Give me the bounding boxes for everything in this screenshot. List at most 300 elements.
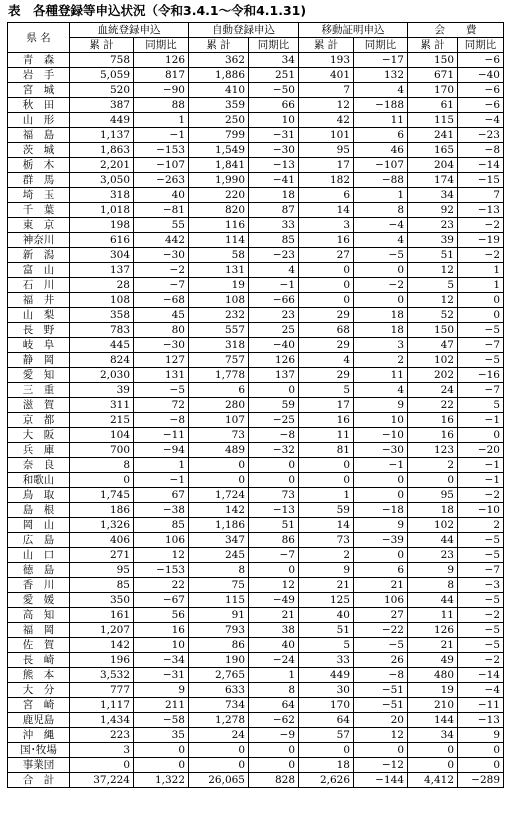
table-cell: −1	[354, 458, 408, 473]
subheader-yoy: 同期比	[354, 38, 408, 53]
table-cell: 104	[70, 428, 134, 443]
table-cell: −11	[134, 428, 189, 443]
table-cell: −18	[354, 503, 408, 518]
table-row	[8, 263, 504, 278]
table-cell: −7	[458, 563, 504, 578]
prefecture-name: 奈 良	[8, 458, 70, 473]
table-cell: 170	[299, 698, 354, 713]
table-cell: 25	[249, 323, 299, 338]
table-cell: −32	[249, 443, 299, 458]
table-row	[8, 608, 504, 623]
prefecture-name: 長 野	[8, 323, 70, 338]
table-cell: 0	[299, 473, 354, 488]
table-cell: 3,050	[70, 173, 134, 188]
table-cell: 11	[354, 113, 408, 128]
table-cell: 85	[134, 518, 189, 533]
table-cell: 3	[354, 338, 408, 353]
prefecture-name: 山 口	[8, 548, 70, 563]
table-cell: 44	[408, 593, 458, 608]
table-row	[8, 278, 504, 293]
table-cell: −11	[458, 698, 504, 713]
table-cell: 125	[299, 593, 354, 608]
table-cell: 0	[189, 473, 249, 488]
total-cell: 26,065	[189, 773, 249, 788]
table-cell: 115	[189, 593, 249, 608]
table-cell: −5	[458, 323, 504, 338]
table-cell: 11	[354, 368, 408, 383]
table-row	[8, 623, 504, 638]
table-cell: −23	[249, 248, 299, 263]
table-cell: −40	[458, 68, 504, 83]
table-cell: 202	[408, 368, 458, 383]
table-cell: −39	[354, 533, 408, 548]
table-cell: 557	[189, 323, 249, 338]
table-cell: 18	[249, 188, 299, 203]
table-cell: 777	[70, 683, 134, 698]
table-cell: −107	[354, 158, 408, 173]
table-cell: 8	[70, 458, 134, 473]
table-row	[8, 53, 504, 68]
table-cell: 95	[299, 143, 354, 158]
table-cell: 1,863	[70, 143, 134, 158]
table-cell: 223	[70, 728, 134, 743]
table-cell: 182	[299, 173, 354, 188]
total-cell: 4,412	[408, 773, 458, 788]
prefecture-name: 滋 賀	[8, 398, 70, 413]
table-cell: 51	[249, 518, 299, 533]
table-row	[8, 83, 504, 98]
table-row	[8, 443, 504, 458]
table-row	[8, 503, 504, 518]
table-cell: 102	[408, 518, 458, 533]
table-cell: 734	[189, 698, 249, 713]
table-cell: −7	[458, 338, 504, 353]
table-row	[8, 758, 504, 773]
header-transfer: 移動証明申込	[299, 23, 408, 38]
table-cell: 29	[299, 338, 354, 353]
table-cell: 40	[249, 638, 299, 653]
prefecture-name: 東 京	[8, 218, 70, 233]
table-cell: 40	[134, 188, 189, 203]
table-cell: 80	[134, 323, 189, 338]
table-cell: 0	[354, 473, 408, 488]
table-cell: 16	[408, 413, 458, 428]
table-cell: −5	[458, 593, 504, 608]
table-cell: 1,434	[70, 713, 134, 728]
table-cell: 72	[134, 398, 189, 413]
table-cell: 6	[189, 383, 249, 398]
table-cell: 17	[299, 158, 354, 173]
prefecture-name: 山 形	[8, 113, 70, 128]
table-cell: 0	[299, 458, 354, 473]
table-cell: 59	[249, 398, 299, 413]
table-cell: 1	[354, 188, 408, 203]
table-cell: 196	[70, 653, 134, 668]
table-cell: 9	[408, 563, 458, 578]
table-cell: 42	[299, 113, 354, 128]
prefecture-name: 静 岡	[8, 353, 70, 368]
table-cell: −188	[354, 98, 408, 113]
prefecture-name: 京 都	[8, 413, 70, 428]
table-cell: 1	[299, 488, 354, 503]
table-cell: 362	[189, 53, 249, 68]
table-cell: 92	[408, 203, 458, 218]
table-cell: 480	[408, 668, 458, 683]
table-cell: −51	[354, 683, 408, 698]
table-cell: −34	[134, 653, 189, 668]
table-cell: 1,207	[70, 623, 134, 638]
table-cell: −81	[134, 203, 189, 218]
table-cell: 106	[134, 533, 189, 548]
table-cell: 21	[249, 608, 299, 623]
table-cell: 137	[249, 368, 299, 383]
prefecture-name: 宮 城	[8, 83, 70, 98]
table-cell: 22	[408, 398, 458, 413]
table-cell: 174	[408, 173, 458, 188]
table-cell: 27	[299, 248, 354, 263]
table-cell: −15	[458, 173, 504, 188]
table-row	[8, 98, 504, 113]
table-cell: 34	[249, 53, 299, 68]
table-cell: 449	[299, 668, 354, 683]
table-cell: −68	[134, 293, 189, 308]
table-row	[8, 293, 504, 308]
prefecture-name: 香 川	[8, 578, 70, 593]
table-cell: −5	[458, 638, 504, 653]
table-row	[8, 668, 504, 683]
table-cell: 783	[70, 323, 134, 338]
table-cell: 86	[249, 533, 299, 548]
table-cell: 58	[189, 248, 249, 263]
table-cell: −8	[354, 668, 408, 683]
table-cell: 5	[299, 638, 354, 653]
table-row	[8, 638, 504, 653]
table-row	[8, 713, 504, 728]
table-cell: 1,326	[70, 518, 134, 533]
table-cell: 2	[299, 548, 354, 563]
table-cell: 85	[249, 233, 299, 248]
table-row	[8, 533, 504, 548]
table-row	[8, 173, 504, 188]
table-row	[8, 413, 504, 428]
table-cell: 1,841	[189, 158, 249, 173]
table-cell: 73	[299, 533, 354, 548]
table-cell: −51	[354, 698, 408, 713]
prefecture-name: 三 重	[8, 383, 70, 398]
table-cell: −7	[249, 548, 299, 563]
table-cell: 18	[354, 308, 408, 323]
table-cell: −1	[134, 128, 189, 143]
table-cell: 186	[70, 503, 134, 518]
table-row	[8, 68, 504, 83]
table-cell: 39	[408, 233, 458, 248]
table-cell: 165	[408, 143, 458, 158]
table-cell: −6	[458, 83, 504, 98]
table-cell: 14	[299, 518, 354, 533]
table-cell: 46	[354, 143, 408, 158]
subheader-cumulative: 累 計	[70, 38, 134, 53]
table-cell: 489	[189, 443, 249, 458]
total-label: 合 計	[8, 773, 70, 788]
table-cell: 12	[249, 578, 299, 593]
registration-table	[7, 22, 504, 788]
table-cell: 95	[70, 563, 134, 578]
table-cell: −88	[354, 173, 408, 188]
table-cell: 28	[70, 278, 134, 293]
table-cell: 0	[354, 548, 408, 563]
table-cell: −7	[134, 278, 189, 293]
table-cell: 49	[408, 653, 458, 668]
table-cell: 12	[408, 293, 458, 308]
table-cell: 18	[408, 503, 458, 518]
table-row	[8, 143, 504, 158]
table-cell: 0	[408, 473, 458, 488]
table-cell: 4	[354, 83, 408, 98]
table-cell: −13	[458, 203, 504, 218]
total-cell: 828	[249, 773, 299, 788]
table-cell: 318	[189, 338, 249, 353]
table-cell: 16	[134, 623, 189, 638]
table-cell: 142	[70, 638, 134, 653]
table-cell: 445	[70, 338, 134, 353]
table-cell: 410	[189, 83, 249, 98]
prefecture-name: 事業団	[8, 758, 70, 773]
table-cell: 633	[189, 683, 249, 698]
prefecture-name: 高 知	[8, 608, 70, 623]
table-cell: 150	[408, 53, 458, 68]
table-cell: 7	[299, 83, 354, 98]
table-row	[8, 518, 504, 533]
table-cell: 56	[134, 608, 189, 623]
table-cell: 19	[408, 683, 458, 698]
table-cell: −263	[134, 173, 189, 188]
table-row	[8, 338, 504, 353]
table-cell: −10	[354, 428, 408, 443]
table-cell: 0	[189, 758, 249, 773]
table-cell: 19	[189, 278, 249, 293]
table-cell: −40	[249, 338, 299, 353]
prefecture-name: 兵 庫	[8, 443, 70, 458]
table-cell: 817	[134, 68, 189, 83]
table-cell: 27	[354, 608, 408, 623]
table-cell: −14	[458, 668, 504, 683]
prefecture-name: 埼 玉	[8, 188, 70, 203]
table-cell: −2	[458, 248, 504, 263]
table-cell: 33	[299, 653, 354, 668]
table-cell: 47	[408, 338, 458, 353]
total-cell: −144	[354, 773, 408, 788]
table-cell: 0	[249, 563, 299, 578]
prefecture-name: 鹿児島	[8, 713, 70, 728]
table-cell: 115	[408, 113, 458, 128]
table-cell: 0	[354, 488, 408, 503]
table-cell: −41	[249, 173, 299, 188]
table-row	[8, 203, 504, 218]
table-row	[8, 113, 504, 128]
table-cell: 127	[134, 353, 189, 368]
table-cell: 14	[299, 203, 354, 218]
table-cell: −38	[134, 503, 189, 518]
table-cell: 5	[458, 398, 504, 413]
table-cell: 0	[458, 743, 504, 758]
prefecture-name: 愛 知	[8, 368, 70, 383]
prefecture-name: 福 井	[8, 293, 70, 308]
table-cell: 1	[134, 458, 189, 473]
table-cell: 88	[134, 98, 189, 113]
table-cell: 68	[299, 323, 354, 338]
table-cell: −22	[354, 623, 408, 638]
table-cell: 142	[189, 503, 249, 518]
prefecture-name: 長 崎	[8, 653, 70, 668]
table-cell: −1	[458, 413, 504, 428]
table-cell: 2	[458, 518, 504, 533]
prefecture-name: 岐 阜	[8, 338, 70, 353]
table-cell: −6	[458, 53, 504, 68]
table-cell: −2	[458, 218, 504, 233]
table-cell: 8	[189, 563, 249, 578]
table-cell: 73	[189, 428, 249, 443]
table-cell: −30	[134, 248, 189, 263]
table-cell: −90	[134, 83, 189, 98]
table-cell: 8	[249, 683, 299, 698]
table-cell: 161	[70, 608, 134, 623]
prefecture-name: 鳥 取	[8, 488, 70, 503]
table-cell: −5	[458, 533, 504, 548]
table-row	[8, 218, 504, 233]
table-cell: −50	[249, 83, 299, 98]
table-cell: −49	[249, 593, 299, 608]
table-cell: 0	[354, 743, 408, 758]
table-row	[8, 653, 504, 668]
table-cell: 1,549	[189, 143, 249, 158]
table-cell: 51	[299, 623, 354, 638]
table-cell: −12	[354, 758, 408, 773]
table-cell: −24	[249, 653, 299, 668]
table-cell: −1	[458, 458, 504, 473]
prefecture-name: 宮 崎	[8, 698, 70, 713]
table-row	[8, 563, 504, 578]
prefecture-name: 沖 縄	[8, 728, 70, 743]
table-cell: −62	[249, 713, 299, 728]
table-cell: 114	[189, 233, 249, 248]
prefecture-name: 岡 山	[8, 518, 70, 533]
table-cell: −17	[354, 53, 408, 68]
total-cell: −289	[458, 773, 504, 788]
table-cell: 3	[70, 743, 134, 758]
table-cell: 220	[189, 188, 249, 203]
prefecture-name: 千 葉	[8, 203, 70, 218]
table-cell: 5,059	[70, 68, 134, 83]
table-cell: −5	[458, 623, 504, 638]
prefecture-name: 秋 田	[8, 98, 70, 113]
table-cell: 12	[408, 263, 458, 278]
table-cell: 0	[249, 458, 299, 473]
table-row	[8, 593, 504, 608]
table-cell: 204	[408, 158, 458, 173]
page-title: 表 各種登録等申込状況（令和3.4.1～令和4.1.31)	[8, 3, 307, 18]
table-cell: 126	[134, 53, 189, 68]
table-cell: 799	[189, 128, 249, 143]
table-cell: 824	[70, 353, 134, 368]
table-cell: 34	[408, 728, 458, 743]
prefecture-name: 大 分	[8, 683, 70, 698]
table-cell: −5	[458, 548, 504, 563]
prefecture-name: 福 島	[8, 128, 70, 143]
table-row	[8, 368, 504, 383]
prefecture-name: 島 根	[8, 503, 70, 518]
prefecture-name: 茨 城	[8, 143, 70, 158]
table-cell: 280	[189, 398, 249, 413]
table-cell: 95	[408, 488, 458, 503]
table-cell: −5	[354, 248, 408, 263]
table-cell: 1	[134, 113, 189, 128]
table-cell: 318	[70, 188, 134, 203]
table-cell: 12	[299, 98, 354, 113]
table-cell: 51	[408, 248, 458, 263]
table-row	[8, 188, 504, 203]
prefecture-name: 愛 媛	[8, 593, 70, 608]
table-cell: 304	[70, 248, 134, 263]
table-cell: 3,532	[70, 668, 134, 683]
table-cell: −25	[249, 413, 299, 428]
table-cell: 1,137	[70, 128, 134, 143]
table-cell: 0	[458, 428, 504, 443]
table-cell: −13	[249, 158, 299, 173]
table-cell: −9	[249, 728, 299, 743]
prefecture-name: 広 島	[8, 533, 70, 548]
table-cell: 1,186	[189, 518, 249, 533]
subheader-yoy: 同期比	[134, 38, 189, 53]
table-row	[8, 548, 504, 563]
table-cell: −6	[458, 98, 504, 113]
table-cell: 150	[408, 323, 458, 338]
table-cell: 57	[299, 728, 354, 743]
table-cell: 20	[354, 713, 408, 728]
table-cell: 21	[299, 578, 354, 593]
table-cell: 86	[189, 638, 249, 653]
table-cell: 108	[189, 293, 249, 308]
prefecture-name: 栃 木	[8, 158, 70, 173]
table-cell: 347	[189, 533, 249, 548]
table-cell: 102	[408, 353, 458, 368]
table-cell: 793	[189, 623, 249, 638]
table-cell: 0	[70, 758, 134, 773]
table-cell: 126	[408, 623, 458, 638]
table-cell: −2	[354, 278, 408, 293]
prefecture-name: 佐 賀	[8, 638, 70, 653]
table-cell: 2,030	[70, 368, 134, 383]
table-cell: 211	[134, 698, 189, 713]
table-cell: 16	[408, 428, 458, 443]
table-cell: −1	[134, 473, 189, 488]
table-cell: 170	[408, 83, 458, 98]
table-cell: 358	[70, 308, 134, 323]
table-row	[8, 383, 504, 398]
table-cell: 44	[408, 533, 458, 548]
table-cell: 126	[249, 353, 299, 368]
table-row	[8, 488, 504, 503]
table-cell: 0	[249, 758, 299, 773]
table-cell: 757	[189, 353, 249, 368]
table-cell: 64	[299, 713, 354, 728]
table-cell: 23	[249, 308, 299, 323]
table-cell: 9	[299, 563, 354, 578]
prefecture-name: 熊 本	[8, 668, 70, 683]
table-cell: 700	[70, 443, 134, 458]
prefecture-name: 和歌山	[8, 473, 70, 488]
table-cell: 271	[70, 548, 134, 563]
table-row	[8, 458, 504, 473]
